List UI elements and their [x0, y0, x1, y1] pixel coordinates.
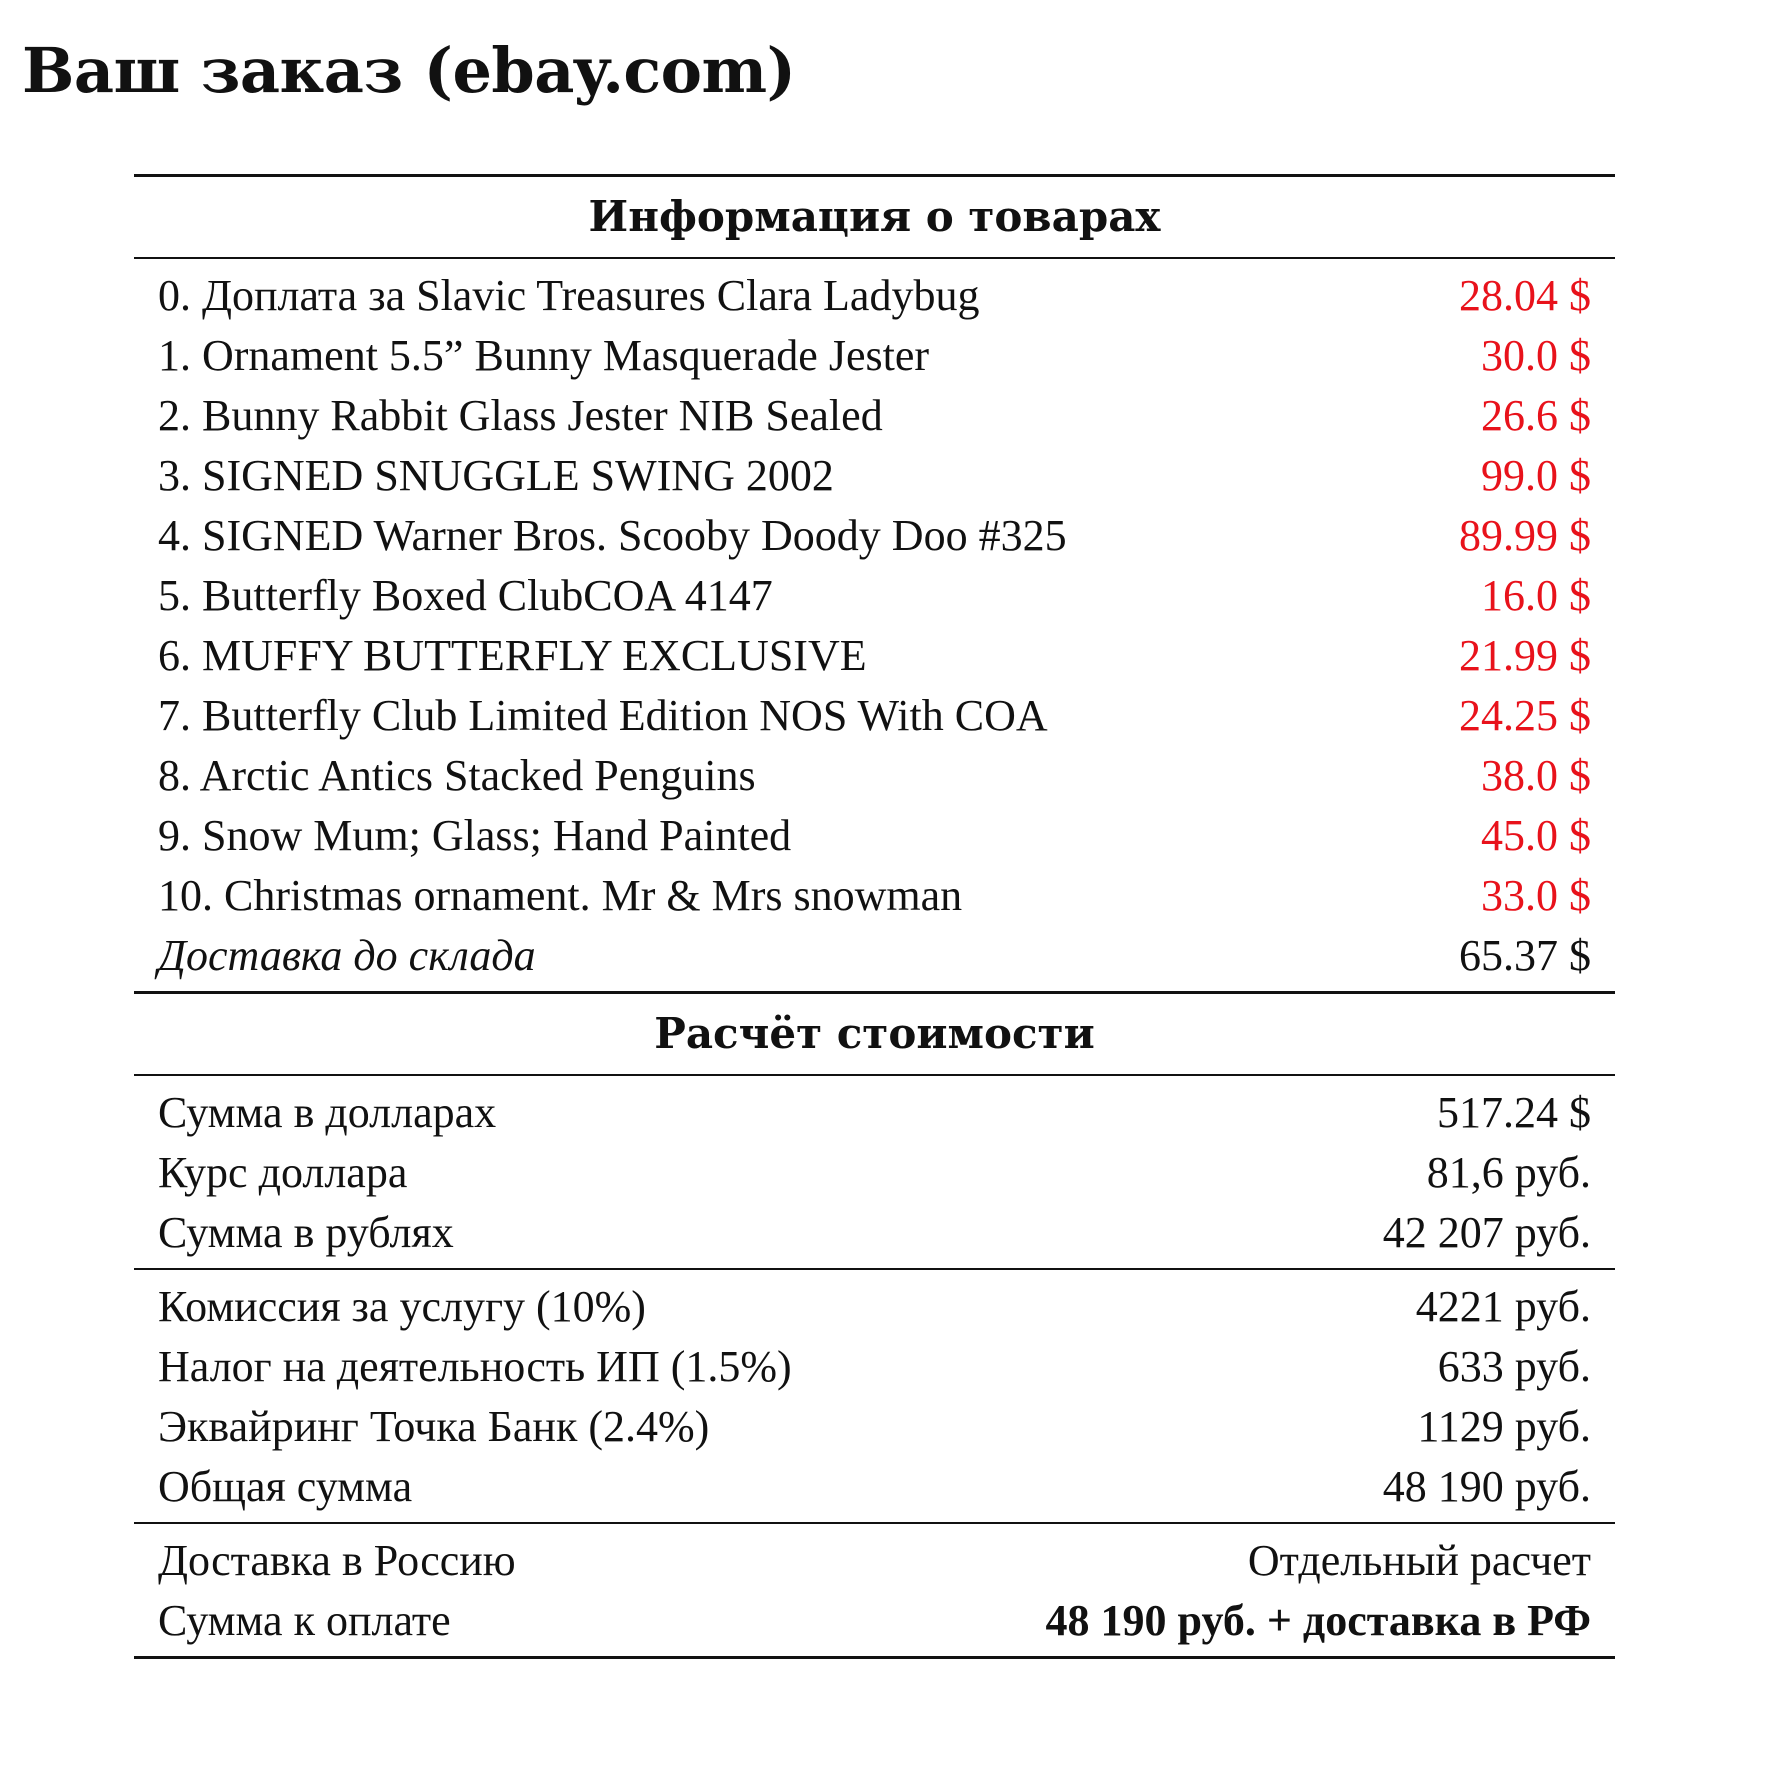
product-name: 1. Ornament 5.5” Bunny Masquerade Jester — [158, 330, 930, 380]
fees-list — [134, 1270, 1615, 1522]
exchange-rate-row — [134, 1142, 1615, 1202]
conversion-list — [134, 1076, 1615, 1268]
tax-row — [134, 1336, 1615, 1396]
total-value: 48 190 руб. — [1382, 1461, 1591, 1511]
product-name: 8. Arctic Antics Stacked Penguins — [158, 750, 756, 800]
product-price: 38.0 $ — [1481, 750, 1591, 800]
sum-usd-value: 517.24 $ — [1437, 1087, 1591, 1137]
product-row-2 — [134, 385, 1615, 445]
page-title: Ваш заказ (ebay.com) — [22, 34, 796, 107]
order-table — [134, 174, 1615, 1659]
product-price: 21.99 $ — [1459, 630, 1591, 680]
total-row — [134, 1456, 1615, 1516]
product-price: 33.0 $ — [1481, 870, 1591, 920]
product-row-9 — [134, 805, 1615, 865]
tax-value: 633 руб. — [1437, 1341, 1591, 1391]
payment-list — [134, 1524, 1615, 1656]
product-price: 45.0 $ — [1481, 810, 1591, 860]
product-name: 0. Доплата за Slavic Treasures Clara Ladybug — [158, 270, 980, 320]
product-price: 99.0 $ — [1481, 450, 1591, 500]
product-row-7 — [134, 685, 1615, 745]
product-list — [134, 259, 1615, 991]
sum-rub-label: Сумма в рублях — [158, 1207, 454, 1257]
acquiring-row — [134, 1396, 1615, 1456]
product-row-10 — [134, 865, 1615, 925]
product-row-4 — [134, 505, 1615, 565]
product-row-3 — [134, 445, 1615, 505]
product-name: 5. Butterfly Boxed ClubCOA 4147 — [158, 570, 773, 620]
table-bottom-rule — [134, 1656, 1615, 1659]
warehouse-shipping-row — [134, 925, 1615, 985]
total-label: Общая сумма — [158, 1461, 413, 1511]
tax-label: Налог на деятельность ИП (1.5%) — [158, 1341, 792, 1391]
product-row-8 — [134, 745, 1615, 805]
product-name: 6. MUFFY BUTTERFLY EXCLUSIVE — [158, 630, 867, 680]
russia-shipping-value: Отдельный расчет — [1247, 1535, 1591, 1585]
acquiring-label: Эквайринг Точка Банк (2.4%) — [158, 1401, 710, 1451]
product-name: 2. Bunny Rabbit Glass Jester NIB Sealed — [158, 390, 883, 440]
product-name: 10. Christmas ornament. Mr & Mrs snowman — [158, 870, 963, 920]
product-price: 16.0 $ — [1481, 570, 1591, 620]
amount-due-row — [134, 1590, 1615, 1650]
product-row-5 — [134, 565, 1615, 625]
service-fee-label: Комиссия за услугу (10%) — [158, 1281, 646, 1331]
sum-usd-row — [134, 1082, 1615, 1142]
service-fee-value: 4221 руб. — [1415, 1281, 1591, 1331]
product-name: 4. SIGNED Warner Bros. Scooby Doody Doo #325 — [158, 510, 1067, 560]
sum-usd-label: Сумма в долларах — [158, 1087, 497, 1137]
product-price: 30.0 $ — [1481, 330, 1591, 380]
product-price: 24.25 $ — [1459, 690, 1591, 740]
products-section-header: Информация о товарах — [588, 192, 1161, 241]
sum-rub-row — [134, 1202, 1615, 1262]
amount-due-value: 48 190 руб. + доставка в РФ — [1045, 1595, 1591, 1645]
exchange-rate-value: 81,6 руб. — [1426, 1147, 1591, 1197]
product-price: 89.99 $ — [1459, 510, 1591, 560]
service-fee-row — [134, 1276, 1615, 1336]
calculation-section-header: Расчёт стоимости — [654, 1009, 1095, 1058]
product-name: 7. Butterfly Club Limited Edition NOS With COA — [158, 690, 1048, 740]
warehouse-shipping-label: Доставка до склада — [158, 930, 536, 980]
product-row-0 — [134, 265, 1615, 325]
exchange-rate-label: Курс доллара — [158, 1147, 408, 1197]
product-row-1 — [134, 325, 1615, 385]
product-name: 3. SIGNED SNUGGLE SWING 2002 — [158, 450, 834, 500]
sum-rub-value: 42 207 руб. — [1382, 1207, 1591, 1257]
warehouse-shipping-value: 65.37 $ — [1459, 930, 1591, 980]
russia-shipping-row — [134, 1530, 1615, 1590]
product-row-6 — [134, 625, 1615, 685]
product-name: 9. Snow Mum; Glass; Hand Painted — [158, 810, 792, 860]
product-price: 26.6 $ — [1481, 390, 1591, 440]
acquiring-value: 1129 руб. — [1417, 1401, 1591, 1451]
russia-shipping-label: Доставка в Россию — [158, 1535, 516, 1585]
amount-due-label: Сумма к оплате — [158, 1595, 451, 1645]
product-price: 28.04 $ — [1459, 270, 1591, 320]
